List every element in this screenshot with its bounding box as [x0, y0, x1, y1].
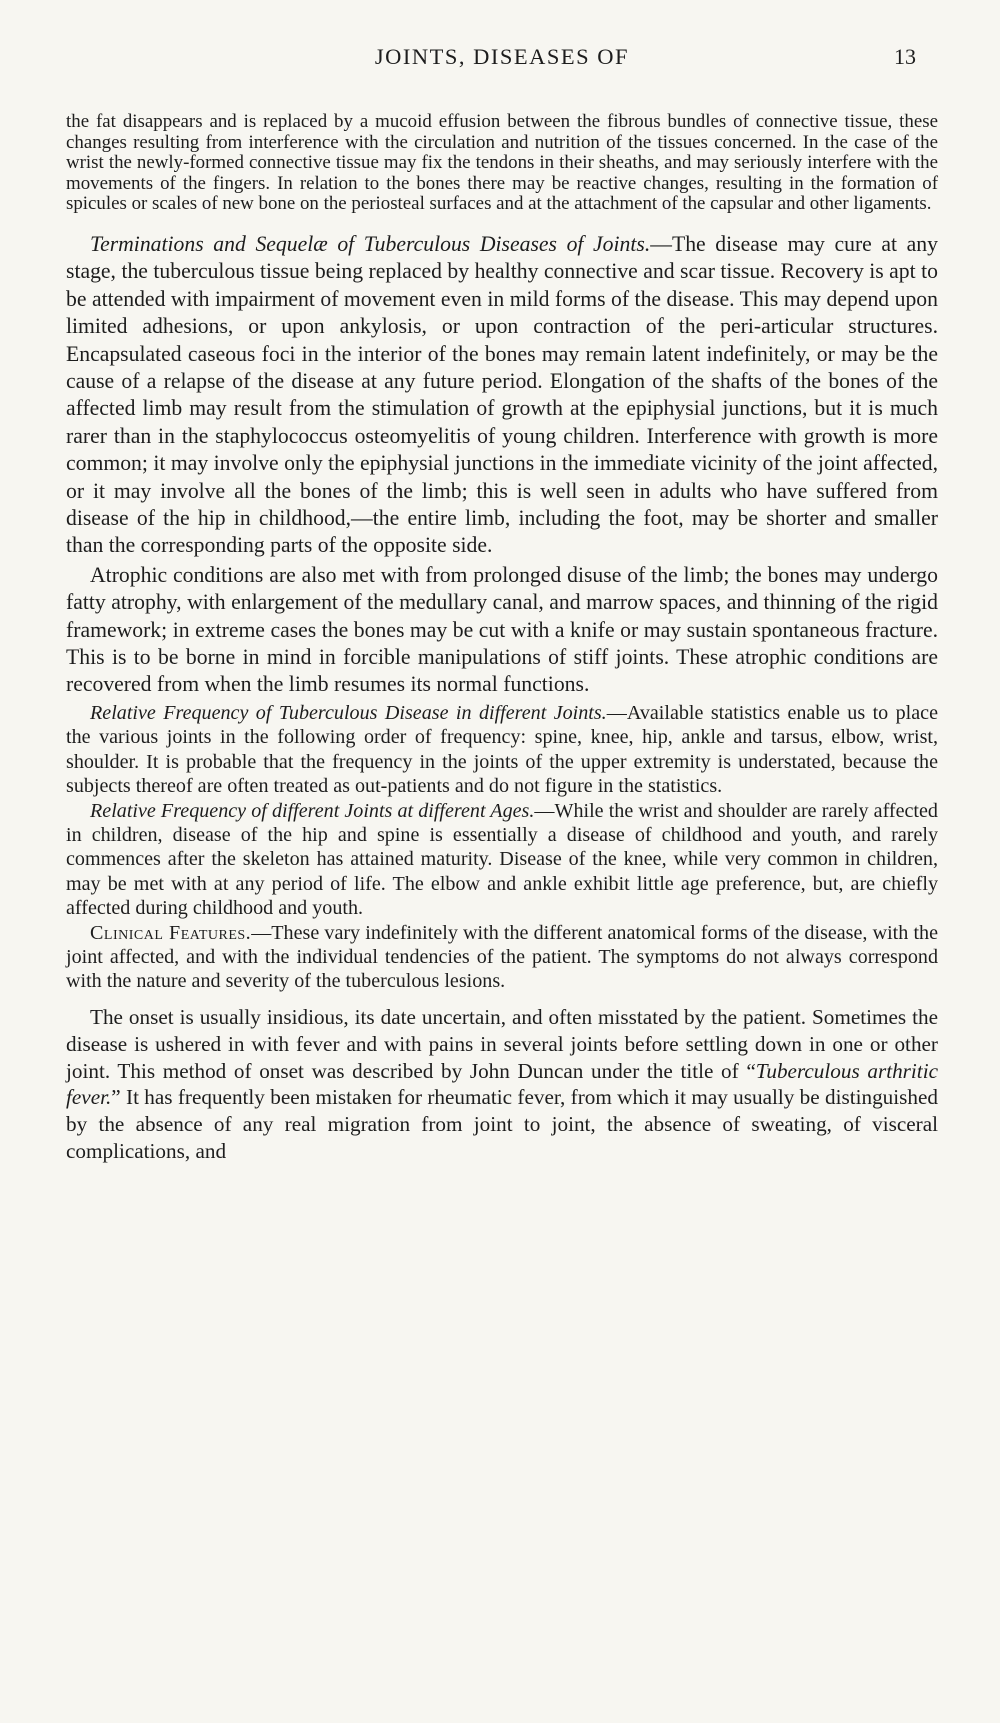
quoted-title: Tuberculous arthritic fever.: [66, 1058, 938, 1110]
paragraph-onset: [66, 1004, 938, 1165]
paragraph-onset-start: The onset is usually insidious, its date uncertain, and often misstated by the patient. Sometimes the disease is ushered in with fever and with pains in several joints before settling down in one or other joint. This method of onset was described by John Duncan under the title of “: [66, 1004, 938, 1083]
text-block-onset: [66, 1004, 938, 1165]
paragraph-atrophic: Atrophic conditions are also met with from prolonged disuse of the limb; the bones may undergo fatty atrophy, with enlargement of the medullary canal, and marrow spaces, and thinning of the rigid framework; in extreme cases the bones may be cut with a knife or may sustain spontaneous fracture. This is to be borne in mind in forcible manipulations of stiff joints. These atrophic conditions are recovered from when the limb resumes its normal functions.: [66, 562, 938, 697]
paragraph-frequency-body: —Available statistics enable us to place the various joints in the following order of frequency: spine, knee, hip, ankle and tarsus, elbow, wrist, shoulder. It is probable that the frequency in the joints of the upper extremity is understated, because the subjects thereof are often treated as out-patients and do not figure in the statistics.: [66, 701, 939, 798]
paragraph-continuation: the fat disappears and is replaced by a mucoid effusion between the fibrous bundles of connective tissue, these changes resulting from interference with the circulation and nutrition of the tissues concerned. In the case of the wrist the newly-formed connective tissue may fix the tendons in their sheaths, and may seriously interfere with the movements of the fingers. In relation to the bones there may be reactive changes, resulting in the formation of spicules or scales of new bone on the periosteal surfaces and at the attachment of the capsular and other ligaments.: [66, 111, 938, 215]
paragraph-terminations: [66, 231, 938, 560]
text-block-main: [66, 231, 938, 699]
running-title: JOINTS, DISEASES OF: [374, 44, 630, 69]
paragraph-ages-body: —While the wrist and shoulder are rarely affected in children, disease of the hip and spine is essentially a disease of childhood and youth, and rarely commences after the skeleton has attained maturity. Disease of the knee, while very common in children, may be met with at any period of life. The elbow and ankle exhibit little age preference, but, are chiefly affected during childhood and youth.: [66, 799, 938, 920]
document-page: [66, 44, 938, 1165]
paragraph-clinical-body: —These vary indefinitely with the different anatomical forms of the disease, with the joint affected, and with the individual tendencies of the patient. The symptoms do not always correspond with the nature and severity of the tuberculous lesions.: [66, 921, 938, 993]
section-heading-frequency: Relative Frequency of Tuberculous Disease in different Joints.: [90, 701, 607, 724]
paragraph-frequency: [66, 701, 938, 799]
section-heading-clinical: Clinical Features.: [90, 921, 252, 944]
paragraph-onset-end: ” It has frequently been mistaken for rheumatic fever, from which it may usually be distinguished by the absence of any real migration from joint to joint, the absence of sweating, of visceral complications, and: [66, 1085, 938, 1164]
paragraph-terminations-body: —The disease may cure at any stage, the tuberculous tissue being replaced by healthy connective and scar tissue. Recovery is apt to be attended with impairment of movement even in mild forms of the disease. This may depend upon limited adhesions, or upon ankylosis, or upon contraction of the peri-articular structures. Encapsulated caseous foci in the interior of the bones may remain latent indefinitely, or may be the cause of a relapse of the disease at any future period. Elongation of the shafts of the bones of the affected limb may result from the stimulation of growth at the epiphysial junctions, but it is much rarer than in the staphylococcus osteomyelitis of young children. Interference with growth is more common; it may involve only the epiphysial junctions in the immediate vicinity of the joint affected, or it may involve all the bones of the limb; this is well seen in adults who have suffered from disease of the hip in childhood,—the entire limb, including the foot, may be shorter and smaller than the corresponding parts of the opposite side.: [66, 231, 938, 558]
section-heading-ages: Relative Frequency of different Joints at different Ages.: [90, 799, 535, 822]
page-header: [66, 44, 938, 84]
paragraph-clinical: [66, 921, 938, 994]
text-block-frequency: [66, 701, 938, 994]
paragraph-ages: [66, 799, 938, 921]
page-number: 13: [894, 44, 916, 69]
text-block-continuation: [66, 112, 938, 215]
section-heading-terminations: Terminations and Sequelæ of Tuberculous Diseases of Joints.: [90, 231, 651, 256]
